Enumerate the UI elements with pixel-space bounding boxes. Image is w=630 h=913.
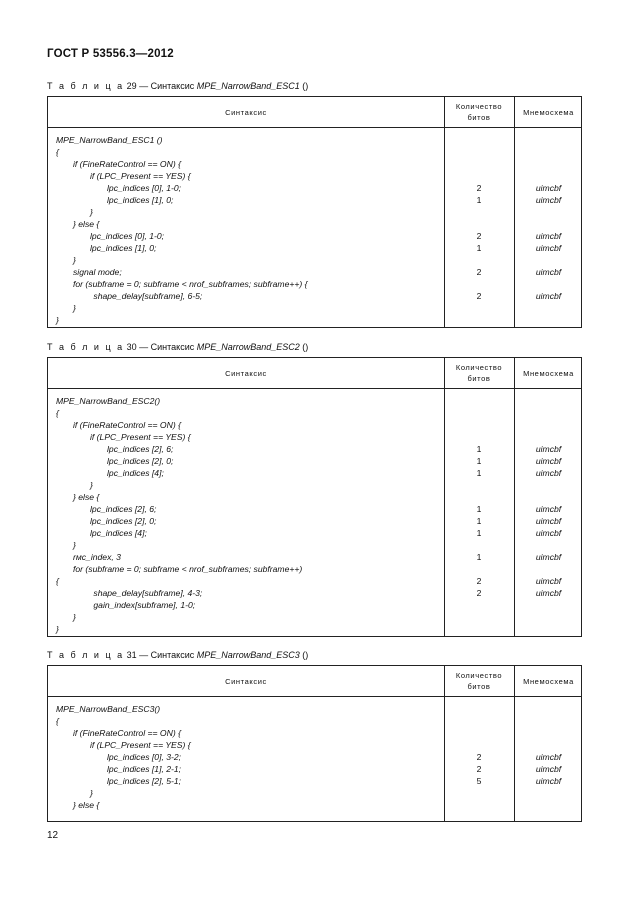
column-header-mnemonic: Мнемосхема: [523, 107, 574, 117]
caption-label: Т а б л и ц а: [47, 650, 125, 660]
table-row: [48, 206, 581, 218]
syntax-code: if (FineRateControl == ON) {: [73, 159, 181, 169]
table-row: [48, 787, 581, 799]
mnemonic: uimcbf: [535, 243, 562, 253]
syntax-code: }: [90, 480, 93, 490]
syntax-code: lpc_indices [2], 6;: [90, 504, 157, 514]
syntax-code: lpc_indices [2], 0;: [107, 456, 174, 466]
table-row: [48, 431, 581, 443]
bit-count: 1: [476, 243, 482, 253]
bit-count: 2: [476, 576, 482, 586]
mnemonic: uimcbf: [535, 468, 562, 478]
column-header-mnemonic: Мнемосхема: [523, 676, 574, 686]
mnemonic: uimcbf: [535, 764, 562, 774]
syntax-code: {: [56, 576, 59, 586]
table-row: [48, 515, 581, 527]
syntax-code: if (FineRateControl == ON) {: [73, 420, 181, 430]
bit-count: 1: [476, 528, 482, 538]
syntax-code: for (subframe = 0; subframe < nrof_subframes; subframe++): [73, 564, 303, 574]
table-row: [48, 491, 581, 503]
bit-count: 2: [476, 588, 482, 598]
bit-count: 1: [476, 552, 482, 562]
table-header: [48, 358, 581, 389]
table-row: [48, 407, 581, 419]
syntax-code: if (FineRateControl == ON) {: [73, 728, 181, 738]
syntax-code: shape_delay[subframe], 4-3;: [93, 588, 203, 598]
table-row: [48, 727, 581, 739]
table-row: [48, 539, 581, 551]
table-row: [48, 739, 581, 751]
table-row: [48, 302, 581, 314]
syntax-code: } else {: [73, 492, 100, 502]
column-header-syntax: Синтаксис: [225, 107, 267, 117]
table-row: [48, 703, 581, 715]
page-number: 12: [47, 830, 59, 841]
syntax-code: MPE_NarrowBand_ESC2(): [56, 396, 161, 406]
table-caption: [47, 81, 308, 91]
syntax-code: }: [73, 255, 76, 265]
column-header-bits: Количество битов: [455, 102, 503, 122]
table-row: [48, 503, 581, 515]
column-header-mnemonic: Мнемосхема: [523, 368, 574, 378]
syntax-code: }: [73, 540, 76, 550]
syntax-code: {: [56, 147, 59, 157]
syntax-code: lpc_indices [2], 5-1;: [107, 776, 182, 786]
table-row: [48, 290, 581, 302]
table-row: [48, 611, 581, 623]
table-row: [48, 254, 581, 266]
caption-label: Т а б л и ц а: [47, 81, 125, 91]
caption-name: MPE_NarrowBand_ESC3: [196, 650, 300, 660]
table-row: [48, 467, 581, 479]
table-row: [48, 563, 581, 575]
syntax-code: lpc_indices [1], 0;: [107, 195, 174, 205]
bit-count: 1: [476, 504, 482, 514]
syntax-code: lpc_indices [0], 1-0;: [107, 183, 182, 193]
document-header: ГОСТ Р 53556.3—2012: [47, 48, 174, 60]
mnemonic: uimcbf: [535, 291, 562, 301]
table-row: [48, 314, 581, 326]
column-header-bits: Количество битов: [455, 363, 503, 383]
caption-text: 29 — Синтаксис: [126, 81, 197, 91]
syntax-table: [47, 665, 582, 822]
syntax-code: lpc_indices [0], 1-0;: [90, 231, 165, 241]
syntax-code: } else {: [73, 800, 100, 810]
bit-count: 2: [476, 752, 482, 762]
bit-count: 2: [476, 267, 482, 277]
table-row: [48, 278, 581, 290]
bit-count: 5: [476, 776, 482, 786]
bit-count: 2: [476, 231, 482, 241]
bit-count: 1: [476, 444, 482, 454]
mnemonic: uimcbf: [535, 195, 562, 205]
bit-count: 1: [476, 195, 482, 205]
caption-text: 30 — Синтаксис: [126, 342, 197, 352]
table-row: [48, 419, 581, 431]
column-header-bits: Количество битов: [455, 671, 503, 691]
syntax-code: } else {: [73, 219, 100, 229]
caption-tail: (): [299, 342, 309, 352]
syntax-code: }: [90, 207, 93, 217]
table-row: [48, 266, 581, 278]
table-row: [48, 395, 581, 407]
caption-tail: (): [299, 81, 309, 91]
table-row: [48, 158, 581, 170]
syntax-code: gain_index[subframe], 1-0;: [93, 600, 196, 610]
mnemonic: uimcbf: [535, 516, 562, 526]
syntax-code: lpc_indices [4];: [90, 528, 147, 538]
table-row: [48, 194, 581, 206]
caption-name: MPE_NarrowBand_ESC2: [196, 342, 300, 352]
column-header-syntax: Синтаксис: [225, 368, 267, 378]
syntax-code: MPE_NarrowBand_ESC3(): [56, 704, 161, 714]
syntax-code: lpc_indices [1], 2-1;: [107, 764, 182, 774]
table-row: [48, 799, 581, 811]
bit-count: 1: [476, 468, 482, 478]
table-row: [48, 575, 581, 587]
table-row: [48, 170, 581, 182]
table-row: [48, 146, 581, 158]
mnemonic: uimcbf: [535, 776, 562, 786]
table-caption: [47, 650, 308, 660]
syntax-code: lpc_indices [2], 6;: [107, 444, 174, 454]
table-header: [48, 666, 581, 697]
mnemonic: uimcbf: [535, 456, 562, 466]
syntax-code: }: [56, 624, 59, 634]
table-row: [48, 587, 581, 599]
syntax-code: }: [56, 315, 59, 325]
table-row: [48, 455, 581, 467]
table-row: [48, 623, 581, 635]
syntax-table: [47, 96, 582, 328]
syntax-code: {: [56, 408, 59, 418]
syntax-code: shape_delay[subframe], 6-5;: [93, 291, 203, 301]
syntax-code: }: [73, 303, 76, 313]
mnemonic: uimcbf: [535, 528, 562, 538]
table-row: [48, 775, 581, 787]
mnemonic: uimcbf: [535, 552, 562, 562]
mnemonic: uimcbf: [535, 231, 562, 241]
caption-tail: (): [299, 650, 309, 660]
mnemonic: uimcbf: [535, 267, 562, 277]
mnemonic: uimcbf: [535, 752, 562, 762]
table-caption: [47, 342, 308, 352]
caption-text: 31 — Синтаксис: [126, 650, 197, 660]
table-row: [48, 182, 581, 194]
table-row: [48, 242, 581, 254]
syntax-code: {: [56, 716, 59, 726]
bit-count: 2: [476, 183, 482, 193]
mnemonic: uimcbf: [535, 576, 562, 586]
syntax-code: if (LPC_Present == YES) {: [90, 171, 191, 181]
syntax-code: }: [90, 788, 93, 798]
table-row: [48, 599, 581, 611]
table-row: [48, 443, 581, 455]
table-row: [48, 218, 581, 230]
caption-name: MPE_NarrowBand_ESC1: [196, 81, 300, 91]
table-row: [48, 134, 581, 146]
mnemonic: uimcbf: [535, 588, 562, 598]
bit-count: 2: [476, 291, 482, 301]
column-header-syntax: Синтаксис: [225, 676, 267, 686]
table-header: [48, 97, 581, 128]
table-row: [48, 479, 581, 491]
mnemonic: uimcbf: [535, 444, 562, 454]
syntax-code: lpc_indices [0], 3-2;: [107, 752, 182, 762]
caption-label: Т а б л и ц а: [47, 342, 125, 352]
syntax-code: if (LPC_Present == YES) {: [90, 740, 191, 750]
table-row: [48, 715, 581, 727]
table-row: [48, 551, 581, 563]
syntax-code: for (subframe = 0; subframe < nrof_subframes; subframe++) {: [73, 279, 308, 289]
syntax-table: [47, 357, 582, 637]
mnemonic: uimcbf: [535, 504, 562, 514]
syntax-code: lpc_indices [1], 0;: [90, 243, 157, 253]
table-row: [48, 751, 581, 763]
syntax-code: }: [73, 612, 76, 622]
table-row: [48, 230, 581, 242]
syntax-code: signal mode;: [73, 267, 122, 277]
table-row: [48, 527, 581, 539]
bit-count: 2: [476, 764, 482, 774]
bit-count: 1: [476, 456, 482, 466]
syntax-code: rмc_index, 3: [73, 552, 121, 562]
bit-count: 1: [476, 516, 482, 526]
table-row: [48, 763, 581, 775]
syntax-code: lpc_indices [2], 0;: [90, 516, 157, 526]
syntax-code: if (LPC_Present == YES) {: [90, 432, 191, 442]
syntax-code: lpc_indices [4];: [107, 468, 164, 478]
mnemonic: uimcbf: [535, 183, 562, 193]
syntax-code: MPE_NarrowBand_ESC1 (): [56, 135, 163, 145]
